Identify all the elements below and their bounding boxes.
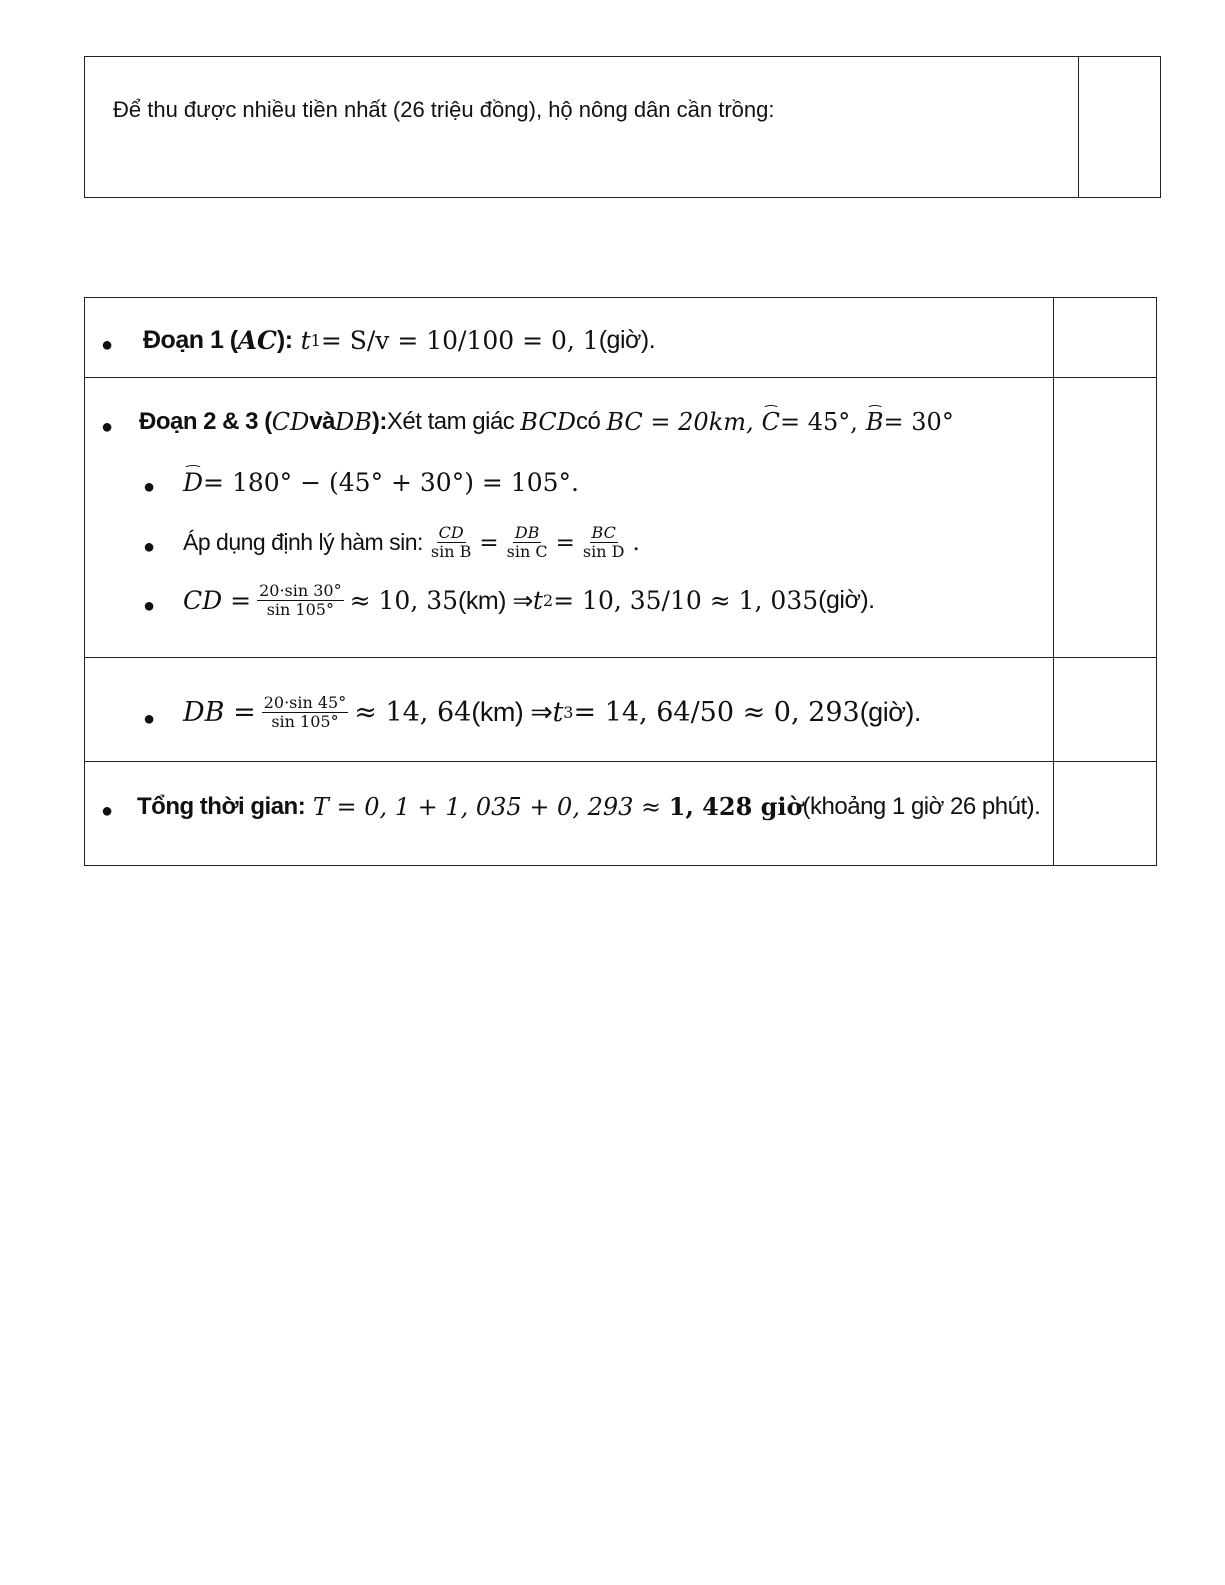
t-variable: t: [552, 697, 564, 728]
equals-sign: =: [479, 529, 499, 556]
db-calc-line: [183, 694, 921, 731]
db-lhs: DB =: [183, 697, 256, 728]
angle-d-formula: = 180° − (45° + 30°) = 105°.: [203, 468, 579, 497]
period: .: [632, 529, 640, 556]
segment-cd: CD: [271, 408, 310, 436]
total-time-approx: (khoảng 1 giờ 26 phút).: [802, 792, 1041, 820]
solution-table: [84, 297, 1157, 866]
sine-rule-label: Áp dụng định lý hàm sin:: [183, 529, 423, 555]
t-subscript: 3: [563, 703, 574, 722]
unit-km: (km) ⇒: [471, 697, 553, 727]
angle-c: C: [761, 408, 780, 436]
crop-answer-text: Để thu được nhiều tiền nhất (26 triệu đồng), hộ nông dân cần trồng:: [113, 97, 775, 122]
segment-1-formula: = S/v = 10/100 = 0, 1: [320, 326, 599, 355]
t-variable: t: [532, 586, 543, 615]
score-column-divider: [1078, 57, 1079, 197]
segment-1-name: AC: [237, 326, 277, 355]
bullet: ●: [101, 334, 114, 356]
bullet: ●: [143, 536, 156, 558]
total-time-result: 1, 428 giờ: [668, 792, 803, 821]
total-time-label: Tổng thời gian:: [137, 792, 306, 820]
segment-db: DB: [335, 408, 372, 436]
total-time-line: [137, 792, 1040, 821]
segment-2-3-label: Đoạn 2 & 3 (: [139, 408, 272, 435]
t2-formula: = 10, 35/10 ≈ 1, 035: [553, 586, 819, 615]
t-variable: t: [300, 326, 311, 355]
cd-calc-line: [183, 582, 875, 619]
bullet: ●: [143, 595, 156, 617]
fraction-db-sinc: $\frac{DB}{\text{sin C}}$: [506, 523, 548, 561]
bullet: ●: [101, 800, 114, 822]
db-value: ≈ 14, 64: [354, 697, 472, 728]
t3-formula: = 14, 64/50 ≈ 0, 293: [573, 697, 860, 728]
has-word: có: [575, 408, 601, 435]
bc-length: BC = 20km,: [606, 408, 754, 436]
angle-c-value: = 45°,: [780, 408, 858, 436]
sine-rule-line: [183, 524, 640, 561]
cd-lhs: CD =: [183, 586, 252, 615]
t-subscript: 2: [542, 591, 554, 610]
angle-b-value: = 30°: [883, 408, 954, 436]
row-divider: [85, 657, 1156, 658]
segment-1-close: ):: [276, 326, 293, 354]
angle-b: B: [865, 408, 884, 436]
total-time-formula: T = 0, 1 + 1, 035 + 0, 293 ≈: [305, 792, 669, 821]
segment-2-3-close: ):: [371, 408, 387, 435]
unit-hours: (giờ).: [818, 586, 875, 614]
segment-2-3-line: [139, 408, 954, 436]
triangle-text: Xét tam giác: [386, 408, 515, 435]
angle-d: D: [183, 468, 204, 497]
row-divider: [85, 761, 1156, 762]
score-column-divider: [1053, 298, 1054, 865]
unit-km: (km) ⇒: [458, 586, 533, 615]
db-fraction: $\frac{20\cdot\sin 45^\circ}{\sin 105^\circ}$: [263, 693, 347, 731]
answer-box-top: [84, 56, 1161, 198]
segment-1-label: Đoạn 1 (: [143, 326, 238, 354]
bullet: ●: [143, 708, 156, 730]
fraction-cd-sinb: $\frac{CD}{\text{sin B}}$: [430, 523, 472, 561]
row-divider: [85, 377, 1156, 378]
cd-fraction: $\frac{20\cdot\sin 30^\circ}{\sin 105^\circ}$: [259, 581, 342, 619]
cd-value: ≈ 10, 35: [349, 586, 459, 615]
segment-1-line: [143, 326, 655, 355]
t-subscript: 1: [310, 331, 321, 350]
angle-d-line: [183, 468, 579, 497]
triangle-name: BCD: [520, 408, 576, 436]
bullet: ●: [101, 416, 114, 438]
fraction-bc-sind: $\frac{BC}{\text{sin D}}$: [582, 523, 625, 561]
unit-hours: (giờ).: [859, 697, 921, 727]
and-word: và: [309, 408, 336, 435]
equals-sign: =: [555, 529, 575, 556]
bullet: ●: [143, 476, 156, 498]
unit-hours: (giờ).: [598, 326, 656, 354]
